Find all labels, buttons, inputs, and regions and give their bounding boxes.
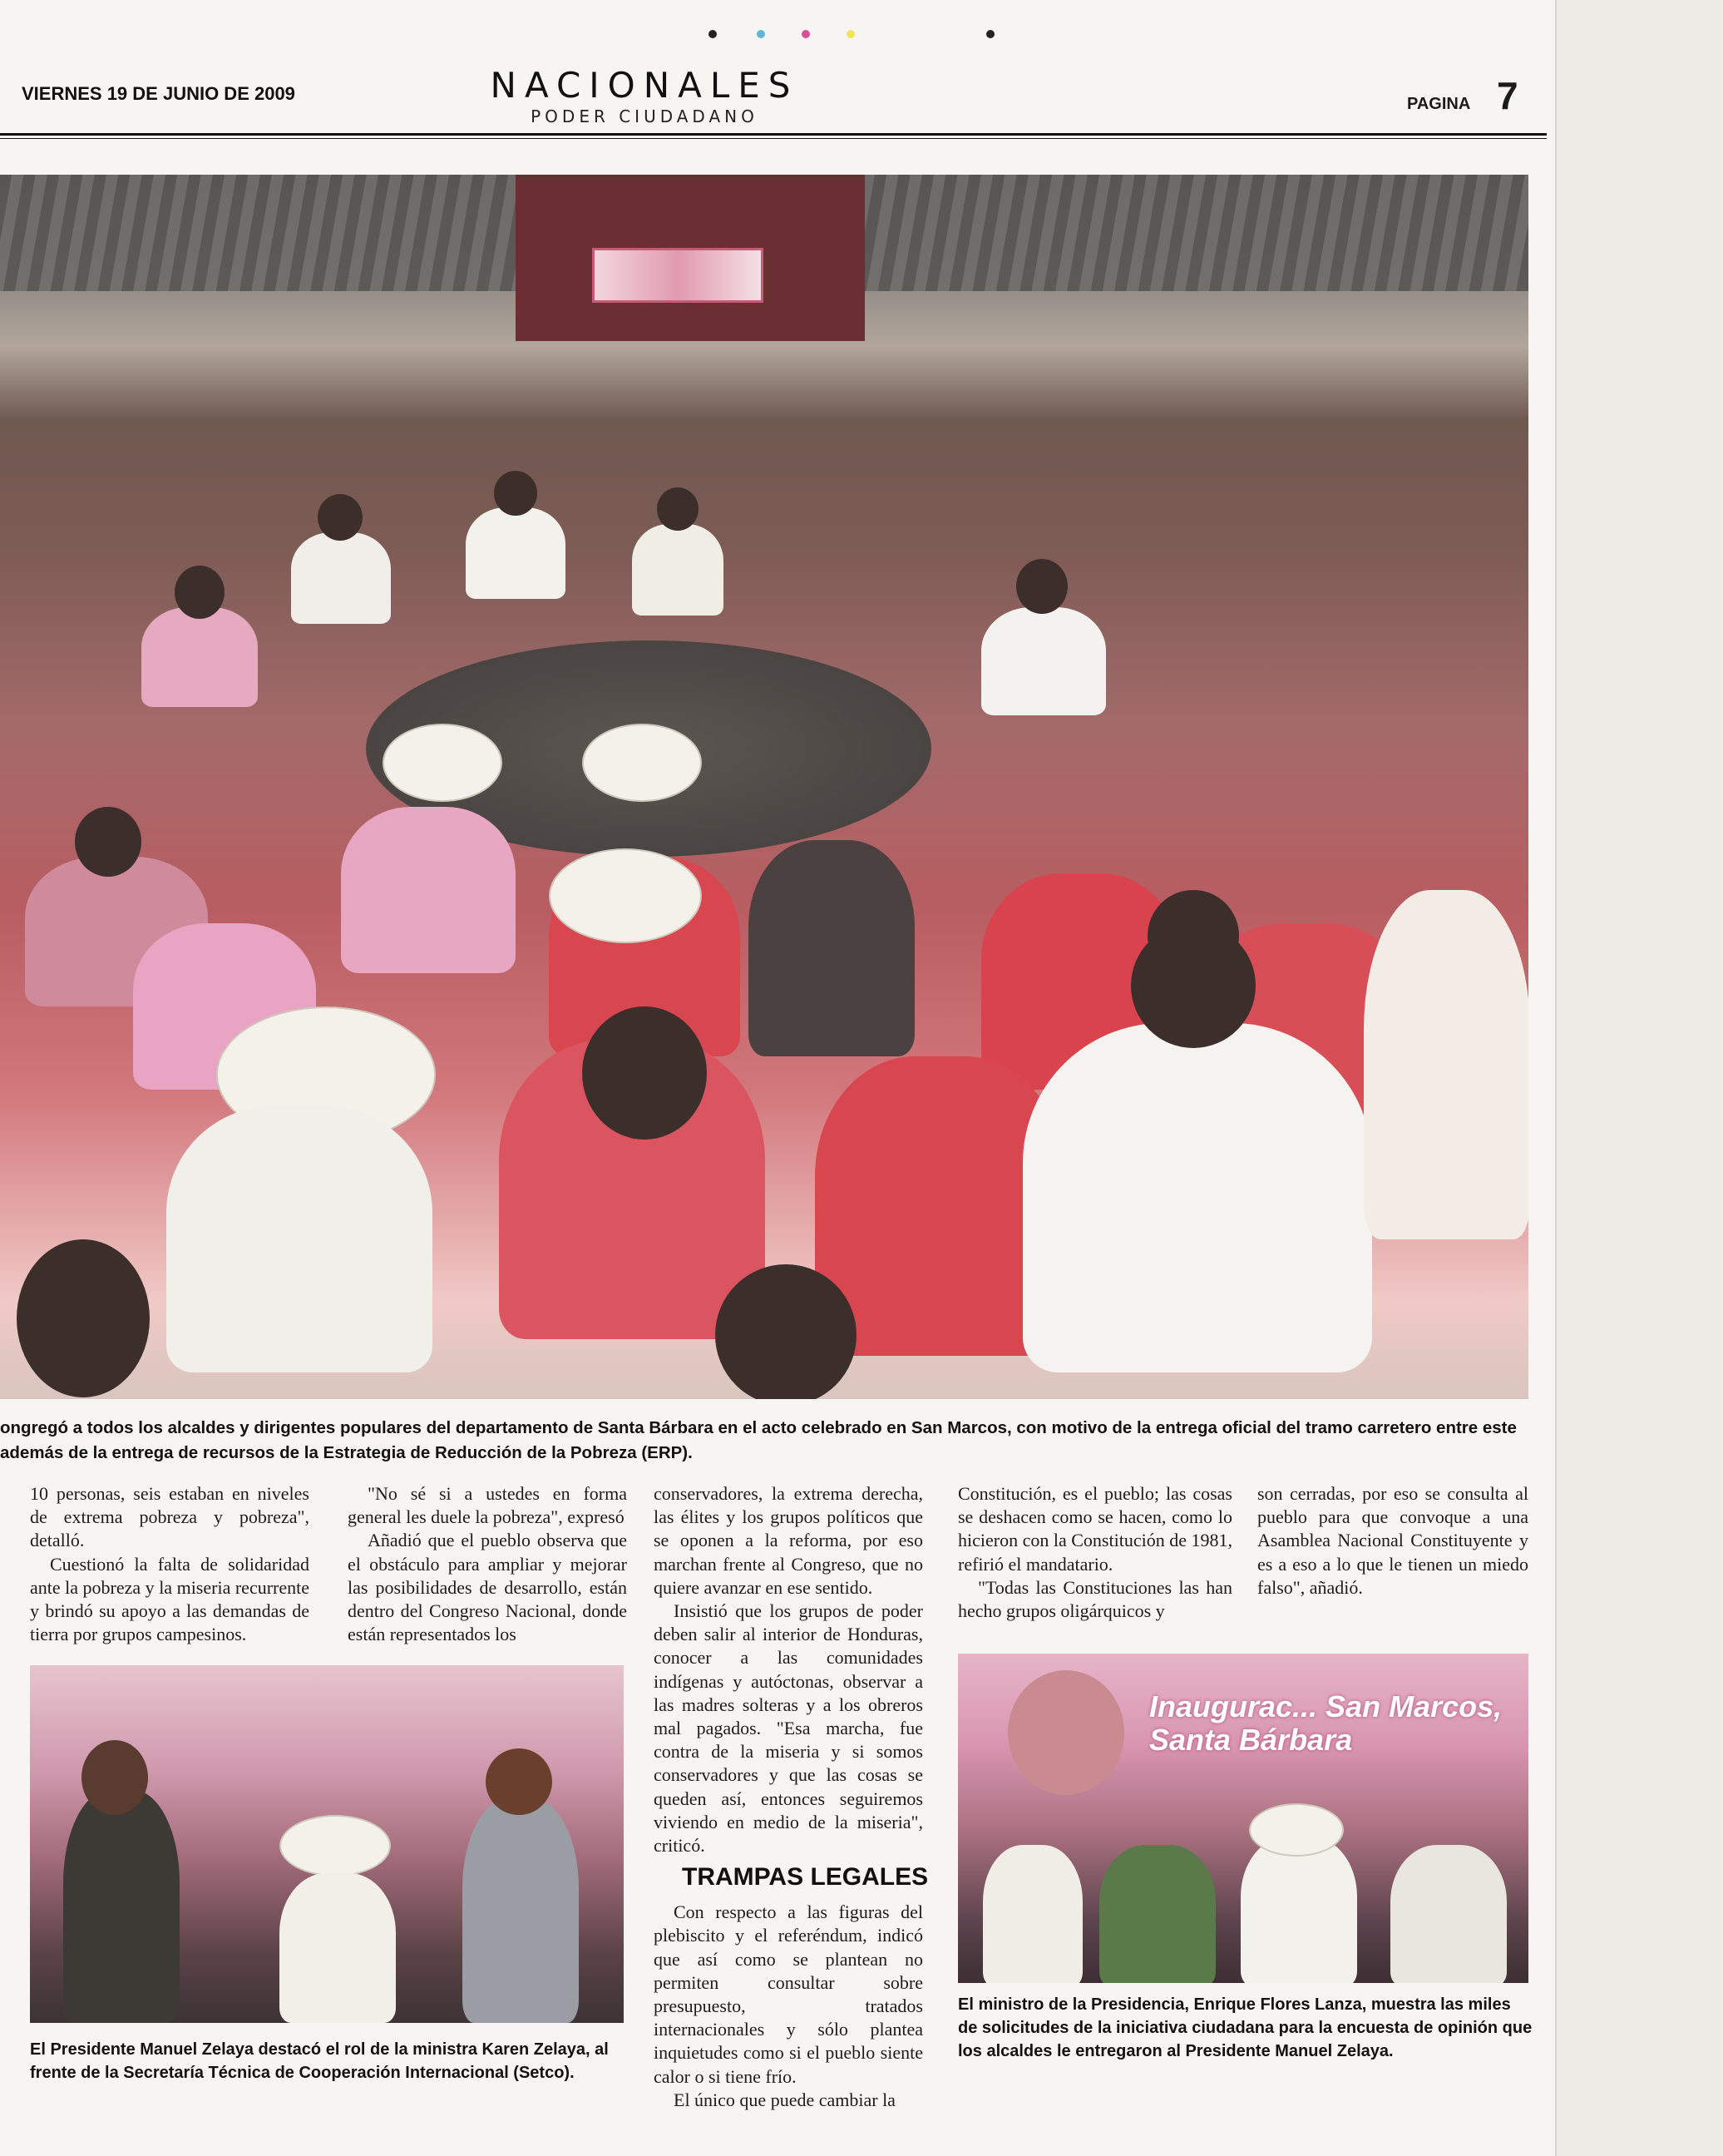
attendee [279, 1873, 396, 2023]
attendee-head [318, 494, 363, 541]
section-subtitle: PODER CIUDADANO [531, 106, 758, 126]
text-column-5 [1257, 1482, 1528, 1600]
attendee [632, 524, 723, 616]
attendee [983, 1845, 1083, 1983]
caption-line: ongregó a todos los alcaldes y dirigentes populares del departamento de Santa Bárbara en el acto celebrado en San Marcos, con motivo de la entrega oficial del tramo carretero entre este [0, 1418, 1517, 1437]
attendee-head [1131, 923, 1256, 1048]
page-number: 7 [1497, 74, 1518, 117]
registration-mark [708, 30, 717, 38]
attendee-head [486, 1748, 552, 1815]
paragraph: Constitución, es el pueblo; las cosas se deshacen como se hacen, como lo hicieron con la Constitución de 1981, refirió el mandatario. [958, 1483, 1232, 1575]
caption-line: los alcaldes le entregaron al Presidente Manuel Zelaya. [958, 2042, 1394, 2060]
left-photo-caption [30, 2038, 632, 2084]
attendee [166, 1106, 432, 1372]
attendee [63, 1790, 180, 2023]
attendee [466, 507, 565, 599]
adjacent-page-edge [1555, 0, 1723, 2156]
attendee [748, 840, 915, 1056]
section-title: NACIONALES [490, 65, 799, 106]
caption-line: El Presidente Manuel Zelaya destacó el rol de la ministra Karen Zelaya, al [30, 2040, 609, 2059]
registration-mark [757, 30, 765, 38]
caption-line: El ministro de la Presidencia, Enrique Flores Lanza, muestra las miles [958, 1995, 1511, 2014]
right-photo-caption [958, 1993, 1537, 2063]
attendee [341, 807, 516, 973]
attendee [981, 607, 1106, 715]
attendee-head [715, 1264, 857, 1399]
attendee [1099, 1845, 1216, 1983]
page-label: PAGINA [1407, 95, 1471, 113]
flores-lanza-photo [958, 1654, 1528, 1983]
paragraph: conservadores, la extrema derecha, las élites y los grupos políticos que se oponen a la reforma, por eso marchan frente al Congreso, que no quiere avanzar en ese sentido. [654, 1483, 923, 1598]
subhead-trampas-legales: TRAMPAS LEGALES [682, 1863, 929, 1891]
attendee-head [1016, 559, 1068, 614]
text-column-2 [348, 1482, 627, 1646]
attendee [291, 532, 391, 624]
attendee-head [494, 471, 537, 516]
cowboy-hat [383, 724, 502, 802]
cowboy-hat [279, 1815, 391, 1877]
cowboy-hat [582, 724, 702, 802]
caption-line: frente de la Secretaría Técnica de Cooperación Internacional (Setco). [30, 2064, 575, 2082]
attendee-head [17, 1239, 150, 1397]
attendee [1364, 890, 1528, 1239]
cowboy-hat [549, 848, 702, 943]
paragraph: El único que puede cambiar la [674, 2089, 896, 2110]
registration-mark [847, 30, 855, 38]
crowd-photo [0, 175, 1528, 1399]
attendee-head [81, 1740, 148, 1815]
attendee [1390, 1845, 1507, 1983]
caption-line: además de la entrega de recursos de la Estrategia de Reducción de la Pobreza (ERP). [0, 1443, 693, 1462]
attendee-head [582, 1006, 707, 1140]
caption-line: de solicitudes de la iniciativa ciudadana para la encuesta de opinión que [958, 2019, 1533, 2037]
text-column-3 [654, 1482, 923, 2112]
zelaya-photo [30, 1665, 624, 2023]
issue-date: VIERNES 19 DE JUNIO DE 2009 [22, 83, 295, 104]
attendee [462, 1798, 579, 2023]
attendee [1241, 1837, 1357, 1983]
attendee-head [175, 566, 225, 619]
paragraph: Insistió que los grupos de poder deben salir al interior de Honduras, conocer a las comunidades indígenas y autóctonas, observar a las madres solteras y a los obreros mal pagados. "Esa marcha, fue contra de la miseria y si somos conservadores y que las cosas se queden así, entonces seguiremos viviendo en medio de la miseria", criticó. [654, 1600, 923, 1857]
paragraph: "Todas las Constituciones las han hecho grupos oligárquicos y [958, 1576, 1232, 1622]
attendee-head [75, 807, 141, 877]
text-column-1 [30, 1482, 309, 1646]
cowboy-hat [1249, 1803, 1344, 1857]
paragraph: "No sé si a ustedes en forma general les duele la pobreza", expresó [348, 1483, 627, 1528]
registration-mark [802, 30, 810, 38]
paragraph: 10 personas, seis estaban en niveles de extrema pobreza y pobreza", detalló. [30, 1483, 309, 1551]
attendee-head [657, 487, 699, 531]
paragraph: Cuestionó la falta de solidaridad ante la pobreza y la miseria recurrente y brindó su apoyo a las demandas de tierra por grupos campesinos. [30, 1553, 309, 1645]
stage-banner [592, 248, 763, 303]
text-column-4 [958, 1482, 1232, 1623]
registration-mark [986, 30, 995, 38]
paragraph: Con respecto a las figuras del plebiscito y el referéndum, indicó que así como se plantean no permiten consultar sobre presupuesto, tratados internacionales y sólo plantea inquietudes como si el pueblo siente calor o si tiene frío. [654, 1901, 923, 2087]
header-rule [0, 133, 1547, 139]
event-banner: Inaugurac... San Marcos, Santa Bárbara [1149, 1689, 1503, 1757]
paragraph: Añadió que el pueblo observa que el obstáculo para ampliar y mejorar las posibilidades de desarrollo, están dentro del Congreso Nacional, donde están representados los [348, 1530, 627, 1645]
attendee [1023, 1023, 1372, 1372]
main-photo-caption [0, 1416, 1530, 1466]
attendee [141, 607, 258, 707]
paragraph: son cerradas, por eso se consulta al pueblo para que convoque a una Asamblea Nacional Constituyente y es a eso a lo que le tienen un miedo falso", añadió. [1257, 1483, 1528, 1598]
attendee-head [1008, 1670, 1124, 1795]
